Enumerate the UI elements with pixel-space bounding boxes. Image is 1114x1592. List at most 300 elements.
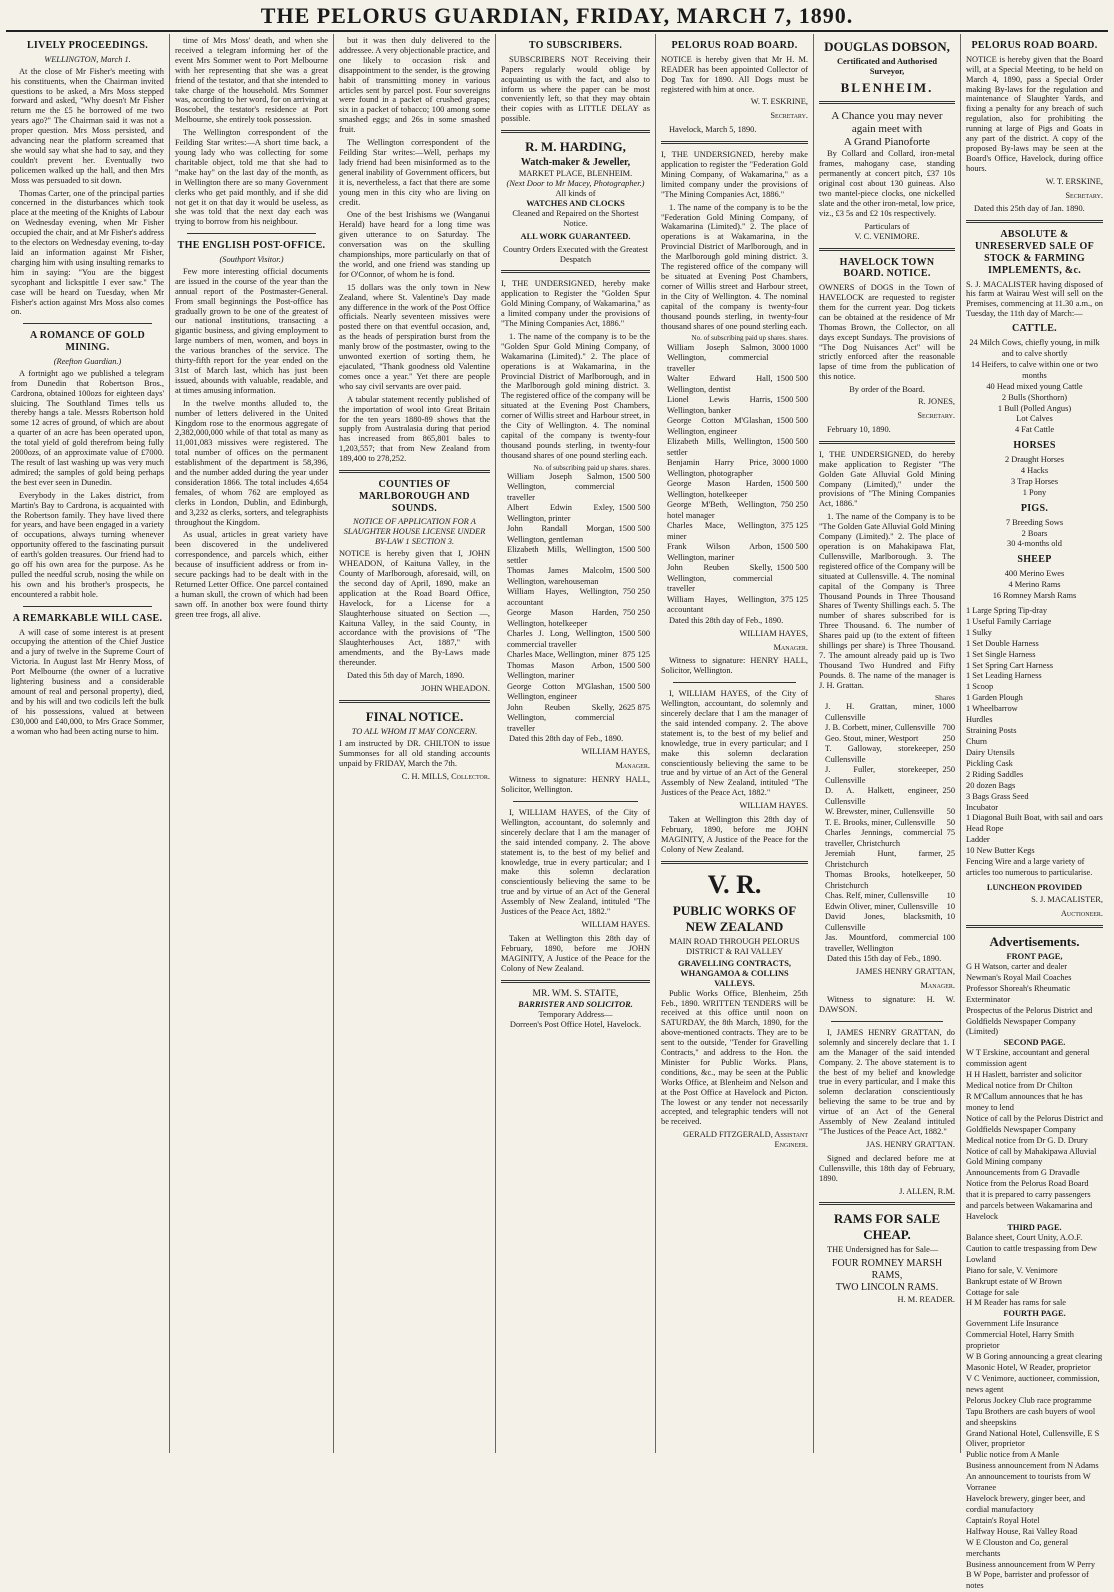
shareholder-shares: 50 bbox=[946, 807, 955, 817]
sale-item: 24 Milch Cows, chiefly young, in milk and to calve shortly bbox=[969, 338, 1100, 358]
shareholder-row bbox=[661, 343, 808, 375]
shareholder-shares: 1500 500 bbox=[776, 542, 808, 552]
sale-item: Hurdles bbox=[966, 715, 993, 725]
notice-paragraph: SUBSCRIBERS NOT Receiving their Papers regularly would oblige by acquainting us with the fact, and also to inform us where the paper can be most conveniently left, so that they may obtain their copies with as LITTLE DELAY as possible. bbox=[501, 54, 650, 124]
notice-heading-final: FINAL NOTICE. bbox=[365, 708, 464, 724]
ad-harding-trade: Watch-maker & Jeweller, bbox=[520, 157, 631, 169]
sale-item: 2 Draught Horses bbox=[1004, 455, 1065, 465]
article-paragraph: The Wellington correspondent of the Feilding Star writes:—A short time back, a young lady who was collecting for some charitable object, told me that she had to "make hay" on the last day of the month, as in Wellington there are so many Government clerks who get paid monthly, and if she did not get it on that day it would be useless, as she was told that the next day each was trying to borrow from his neighbour. bbox=[175, 128, 328, 227]
ad-staite-address: Dorreen's Post Office Hotel, Havelock. bbox=[509, 1019, 642, 1029]
ads-index-item: Notice of call by the Pelorus District and Goldfields Newspaper Company bbox=[966, 1113, 1103, 1134]
notice-signature: GERALD FITZGERALD, Assistant Engineer. bbox=[683, 1130, 808, 1150]
declaration-paragraph: I, JAMES HENRY GRATTAN, do solemnly and sincerely declare that 1. I am the Manager of the said intended Company. 2. The above statement is to the best of my belief and knowledge true in every particular, and I make this solemn declaration conscientiously believing the same to be true and by virtue of an Act of the General Assembly of New Zealand intituled "The Justices of the Peace Act, 1882." bbox=[819, 1027, 955, 1136]
shareholder-row bbox=[501, 566, 650, 587]
ads-index-third-list bbox=[966, 1233, 1103, 1309]
shareholder-shares: 1500 500 bbox=[776, 563, 808, 573]
article-paragraph: One of the best Irishisms we (Wanganui Herald) have heard for a long time was given utterance to on Saturday. The conversation was on the skulling championships, more particularly on that of the world, and one friend was standing up for O'Connor, of whom he is fond. bbox=[339, 210, 490, 279]
notice-subheading: GRAVELLING CONTRACTS, bbox=[678, 958, 791, 968]
shareholder-row bbox=[501, 472, 650, 504]
shareholder-name: George Mason Harden, Wellington, hotelkeeper bbox=[667, 479, 773, 499]
shareholder-name: Benjamin Harry Price, Wellington, photographer bbox=[667, 458, 769, 478]
shareholder-name: Thomas Mason Arbon, Wellington, mariner bbox=[507, 660, 615, 681]
shareholder-shares: 25 bbox=[946, 849, 955, 859]
ads-index-item: W E Clouston and Co, general merchants bbox=[966, 1537, 1069, 1558]
ads-index-front-list bbox=[966, 962, 1103, 1038]
ad-piano-line1: A Chance you may never again meet with bbox=[831, 110, 943, 136]
shareholder-name: Jas. Mountford, commercial traveller, Wellington bbox=[825, 933, 939, 953]
article-paragraph: Few more interesting official documents are issued in the course of the year than the annual report of the Postmaster-General. From small beginnings the Post-office has gradually grown to be one of the greatest of our national institutions, transacting a gigantic business, and giving employment to large numbers of men, women, and boys in the various branches of the service. The thirty-fifth report for the year ended on the 31st of March last, which has just been issued, abounds with valuable, readable, and at times amusing information. bbox=[175, 266, 328, 395]
ads-index-item: Commercial Hotel, Harry Smith proprietor bbox=[966, 1330, 1074, 1351]
divider bbox=[819, 248, 955, 251]
shares-header: Shares bbox=[935, 692, 955, 702]
ad-piano-signature: V. C. VENIMORE. bbox=[854, 231, 920, 241]
witness: Witness to signature: HENRY HALL, Solicitor, Wellington. bbox=[661, 656, 808, 676]
shareholder-shares: 750 250 bbox=[622, 587, 650, 597]
shareholder-shares: 375 125 bbox=[780, 521, 808, 531]
ads-index-item: B W Pope, barrister and professor of notes bbox=[966, 1570, 1089, 1591]
shareholder-row bbox=[819, 933, 955, 954]
shareholder-row bbox=[819, 849, 955, 870]
sale-item: 7 Breeding Sows bbox=[1005, 517, 1064, 527]
sale-item: 40 Head mixed young Cattle bbox=[986, 381, 1083, 391]
article-source: (Southport Visitor.) bbox=[219, 255, 284, 265]
notice-date: Dated this 25th day of Jan. 1890. bbox=[974, 204, 1085, 214]
shareholder-row bbox=[661, 500, 808, 521]
masthead: THE PELORUS GUARDIAN, FRIDAY, MARCH 7, 1890. bbox=[6, 2, 1108, 32]
sale-item: 4 Fat Cattle bbox=[1014, 425, 1055, 435]
ad-harding-watches: WATCHES AND CLOCKS bbox=[526, 198, 625, 208]
shareholder-row bbox=[819, 765, 955, 786]
divider bbox=[501, 130, 650, 133]
shareholder-shares: 1500 500 bbox=[618, 471, 650, 481]
ads-index-item: An announcement to tourists from W Vorranee bbox=[966, 1472, 1091, 1493]
shareholder-name: D. A. Halkett, engineer, Cullensville bbox=[825, 786, 939, 806]
shareholder-row bbox=[819, 734, 955, 745]
divider bbox=[23, 606, 152, 607]
sale-item: 1 Wheelbarrow bbox=[966, 704, 1018, 714]
ad-rams-item: FOUR ROMNEY MARSH RAMS, bbox=[831, 1258, 943, 1281]
shares-list bbox=[819, 702, 955, 954]
shares-header: No. of subscribing paid up shares. shares. bbox=[691, 334, 808, 343]
ads-index-second-list bbox=[966, 1048, 1103, 1223]
sale-item: 14 Heifers, to calve within one or two months bbox=[971, 359, 1098, 380]
shareholder-shares: 10 bbox=[946, 891, 955, 901]
notice-heading-pelorus-road-board: PELORUS ROAD BOARD. bbox=[671, 40, 798, 51]
divider bbox=[673, 682, 796, 683]
sale-item: 4 Merino Rams bbox=[1008, 580, 1061, 590]
notice-paragraph: 1. The name of the company is to be the "Golden Spur Gold Mining Company, of Wakamarina (Limited)." 2. The place of operations is at Wakamarina, in the Provincial District of Marlborough, and in the Marlborough gold mining district. 3. The registered office of the company will be situated at the Evening Post Chambers, corner of Willis street and Harbour street, in the City of Wellington. 4. The nominal capital of the company is twenty-four thousand pounds sterling, in twenty-four thousand shares of one pound sterling each. bbox=[501, 331, 650, 460]
divider bbox=[501, 980, 650, 983]
shareholder-shares: 1500 500 bbox=[776, 374, 808, 384]
shareholder-row bbox=[819, 786, 955, 807]
divider bbox=[187, 233, 316, 234]
shareholder-shares: 1500 500 bbox=[776, 416, 808, 426]
ads-index-item: Tapu Brothers are cash buyers of wool and sheepskins bbox=[966, 1406, 1096, 1427]
shareholder-name: John Randall Morgan, Wellington, gentleman bbox=[507, 524, 615, 544]
article-paragraph: The Wellington correspondent of the Feilding Star writes:—Well, perhaps my lady friend had been misinformed as to the general inability of Government officers, but it is, nevertheless, a fact that there are some young men in this city who are living on credit. bbox=[339, 138, 490, 207]
shareholder-shares: 1500 500 bbox=[618, 660, 650, 670]
notice-date: Dated this 5th day of March, 1890. bbox=[347, 671, 465, 681]
notice-signature-role: Secretary. bbox=[770, 111, 808, 121]
shareholder-row bbox=[819, 902, 955, 913]
shareholder-row bbox=[501, 661, 650, 682]
ad-staite-trade: BARRISTER AND SOLICITOR. bbox=[518, 999, 633, 1009]
shareholder-shares: 1500 500 bbox=[776, 395, 808, 405]
ads-index-item: Business announcement from N Adams bbox=[966, 1461, 1099, 1471]
ads-index-front-heading: FRONT PAGE, bbox=[1006, 952, 1063, 961]
ads-index-item: Medical notice from Dr G. D. Drury bbox=[966, 1135, 1088, 1145]
notice-paragraph: 1. The name of the company is to be the "Federation Gold Mining Company, of Wakamarina (Limited)." 2. The place of operations is at Wakamarina, in the Provincial District of Marlborough, and in the Marlborough gold mining district. 3. The registered office of the company will be situated at Evening Post Chambers, corner of Willis street and Harbour street, in the City of Wellington. 4. The nominal capital of the company is twenty-four thousand pounds sterling, in twenty-four thousand shares of one pound sterling each. bbox=[661, 202, 808, 331]
sale-item: Incubator bbox=[966, 802, 999, 812]
shareholder-row bbox=[661, 521, 808, 542]
shareholder-shares: 3000 1000 bbox=[772, 342, 808, 352]
article-paragraph: In the twelve months alluded to, the number of letters delivered in the United Kingdom rose to the enormous aggregate of 2,382,000,000 while of that total as many as 11,001,083 missives were registered. The total number of offices on the permanent establishment of the department is 58,396, and the number added during the year under consideration 1866. The total includes 4,654 females, of whom 762 are employed as clerks in London, Dublin, and Edinburgh, and 3,232 as clerks, sorters, and telegraphists throughout the Kingdom. bbox=[175, 398, 328, 527]
notice-subheading: TO ALL WHOM IT MAY CONCERN. bbox=[351, 727, 478, 737]
shareholder-name: Thomas James Malcolm, Wellington, warehouseman bbox=[507, 566, 615, 586]
shareholder-row bbox=[819, 912, 955, 933]
sale-item: 10 New Butter Kegs bbox=[966, 846, 1035, 856]
divider bbox=[966, 925, 1103, 928]
shareholder-row bbox=[661, 479, 808, 500]
shareholder-shares: 75 bbox=[946, 828, 955, 838]
shareholder-name: J. H. Grattan, miner, Cullensville bbox=[825, 702, 935, 722]
declaration-paragraph: Taken at Wellington this 28th day of February, 1890, before me JOHN MAGINITY, A Justice of the Peace for the Colony of New Zealand. bbox=[501, 933, 650, 973]
notice-heading-havelock-town-board: HAVELOCK TOWN BOARD. NOTICE. bbox=[839, 256, 935, 280]
shareholder-shares: 2625 875 bbox=[618, 702, 650, 712]
ad-harding-guarantee: ALL WORK GUARANTEED. bbox=[520, 231, 631, 241]
shareholder-shares: 10 bbox=[946, 912, 955, 922]
shareholder-name: Jeremiah Hunt, farmer, Christchurch bbox=[825, 849, 943, 869]
ads-index-item: Notice from the Pelorus Road Board that it is prepared to carry passengers and parcels between Wakamarina and Havelock bbox=[966, 1179, 1093, 1222]
ad-sale-sheep-list bbox=[966, 569, 1103, 602]
notice-paragraph: I, THE UNDERSIGNED, do hereby make application to Register "The Golden Gate Alluvial Gold Mining Company (Limited)," under the provisions of "The Mining Companies Act, 1886." bbox=[819, 449, 955, 509]
shareholder-shares: 50 bbox=[946, 870, 955, 880]
shareholder-row bbox=[661, 416, 808, 437]
column-7 bbox=[961, 34, 1108, 1591]
ads-index-third-heading: THIRD PAGE. bbox=[1007, 1223, 1062, 1233]
ad-staite-temp: Temporary Address— bbox=[538, 1009, 613, 1019]
article-paragraph: A will case of some interest is at present occupying the attention of the Chief Justice and a jury of twelve in the Supreme Court of Victoria. In August last Mr Henry Moss, of Port Melbourne (the owner of a lucrative lightering business and a considerable amount of real and personal property), died, and by his will and two codicils left the bulk of his possessions, valued at between £30,000 and £40,000, to Mrs Grace Sommer, a woman who had been acting nurse to him. bbox=[11, 627, 164, 736]
article-paragraph: At the close of Mr Fisher's meeting with his constituents, when the Chairman invited questions to be asked, a Mrs Moss stepped forward and asked, "Why doesn't Mr Fisher return me the £5 he borrowed of me two years ago?" The Chairman said it was not a proper question. Mrs Moss persisted, and advancing near the platform screamed that she would say what she had to say, and they couldn't prevent her. Eventually two policemen walked up the hall, and then Mrs Moss was persuaded to sit down. bbox=[11, 66, 164, 185]
ad-harding-name: R. M. HARDING, bbox=[525, 139, 626, 155]
ads-index-item: R M'Callum announces that he has money to lend bbox=[966, 1091, 1083, 1112]
shareholder-shares: 1500 500 bbox=[776, 479, 808, 489]
ad-harding-clean: Cleaned and Repaired on the Shortest Notice. bbox=[512, 208, 639, 228]
shareholder-row bbox=[661, 563, 808, 595]
ads-index-item: W T Erskine, accountant and general commission agent bbox=[966, 1048, 1090, 1069]
shareholder-row bbox=[819, 891, 955, 902]
ad-sale-paragraph: S. J. MACALISTER having disposed of his farm at Wairau West will sell on the Premises, commencing at 11.30 a.m., on Tuesday, the 11th day of March:— bbox=[966, 279, 1103, 319]
notice-paragraph: I, THE UNDERSIGNED, hereby make application to register the "Federation Gold Mining Company, of Wakamarina," as a limited company under the provisions of "The Mining Companies Act, 1886." bbox=[661, 150, 808, 199]
column-6 bbox=[814, 34, 961, 1453]
shareholder-name: George M'Beth, Wellington, hotel manager bbox=[667, 500, 777, 520]
ads-index-item: Announcements from G Dravadle bbox=[966, 1168, 1080, 1178]
ads-index-heading: Advertisements. bbox=[989, 933, 1080, 949]
ad-sale-pigs-heading: PIGS. bbox=[1020, 502, 1049, 514]
notice-signature: WILLIAM HAYES. bbox=[739, 801, 808, 811]
ads-index-item: H H Haslett, barrister and solicitor bbox=[966, 1070, 1082, 1080]
declaration-paragraph: I, WILLIAM HAYES, of the City of Wellington, accountant, do solemnly and sincerely declare that I am the manager of the said intended company. 2. The above statement is, to the best of my belief and knowledge, true in every particular; and I make this solemn declaration conscientiously believing the same to be true and by virtue of an Act of the General Assembly of New Zealand, intituled "The Justices of the Peace Act, 1882." bbox=[661, 689, 808, 798]
shareholder-row bbox=[501, 545, 650, 566]
sale-item: Lot Calves bbox=[1016, 414, 1053, 424]
ads-index-fourth-heading: FOURTH PAGE. bbox=[1003, 1309, 1066, 1319]
shareholder-row bbox=[661, 395, 808, 416]
divider bbox=[661, 141, 808, 144]
ads-index-item: Prospectus of the Pelorus District and Goldfields Newspaper Company (Limited) bbox=[966, 1005, 1093, 1037]
ads-index-item: Business announcement from W Perry bbox=[966, 1559, 1096, 1569]
ad-sale-signature-role: Auctioneer. bbox=[1060, 908, 1103, 918]
ad-harding-next-door: (Next Door to Mr Macey, Photographer.) bbox=[506, 179, 645, 189]
ad-sale-implements-list bbox=[966, 606, 1103, 879]
shareholder-shares: 10 bbox=[946, 901, 955, 911]
notice-signature: JAMES HENRY GRATTAN, bbox=[855, 967, 955, 977]
notice-signature: R. JONES, bbox=[918, 397, 955, 407]
shareholder-name: Charles Mace, Wellington, miner bbox=[667, 521, 777, 541]
shareholder-shares: 700 bbox=[942, 723, 955, 733]
ad-sale-heading: ABSOLUTE & UNRESERVED SALE OF STOCK & FARMING IMPLEMENTS, &c. bbox=[975, 229, 1094, 276]
ads-index-item: Medical notice from Dr Chilton bbox=[966, 1081, 1073, 1091]
shareholder-shares: 1000 bbox=[938, 702, 955, 712]
shareholder-name: Thomas Brooks, hotelkeeper, Christchurch bbox=[825, 870, 943, 890]
shareholder-row bbox=[819, 807, 955, 818]
sale-item: 1 Large Spring Tip-dray bbox=[966, 605, 1048, 615]
notice-order: By order of the Board. bbox=[849, 385, 925, 395]
ads-index-item: Halfway House, Rai Valley Road bbox=[966, 1526, 1078, 1536]
shareholder-name: David Jones, blacksmith, Cullensville bbox=[825, 912, 943, 932]
sale-item: Straining Posts bbox=[966, 726, 1017, 736]
sale-item: 1 Garden Plough bbox=[966, 693, 1023, 703]
notice-date: February 10, 1890. bbox=[827, 424, 891, 434]
sale-item: 1 Useful Family Carriage bbox=[966, 616, 1052, 626]
ads-index-item: Government Life Insurance bbox=[966, 1319, 1059, 1329]
article-paragraph: As usual, articles in great variety have been discovered in the undelivered correspondence, and parcels which, either because of insufficient address or from in-secure packings had to be dealt with in the Returned Letter Office. One parcel contained a human skull, the crown of which had been sawn off. In another box were found thirty green tree frogs, all alive. bbox=[175, 530, 328, 619]
column-4 bbox=[496, 34, 656, 1453]
ads-index-item: Public notice from A Manle bbox=[966, 1450, 1060, 1460]
article-heading-will-case: A REMARKABLE WILL CASE. bbox=[12, 612, 163, 624]
sale-item: 1 Diagonal Built Boat, with sail and oars bbox=[966, 813, 1103, 823]
ad-dobson-town: BLENHEIM. bbox=[840, 80, 934, 96]
notice-heading-counties: COUNTIES OF MARLBOROUGH AND SOUNDS. bbox=[359, 479, 470, 514]
shareholder-row bbox=[501, 703, 650, 735]
declaration-paragraph: Taken at Wellington this 28th day of February, 1890, before me JOHN MAGINITY, A Justice of the Peace for the Colony of New Zealand. bbox=[661, 815, 808, 854]
ad-rams-signature: H. M. READER. bbox=[897, 1295, 955, 1305]
notice-paragraph: NOTICE is hereby given that I, JOHN WHEADON, of Kaituna Valley, in the County of Marlborough, aforesaid, will, on the second day of April, 1890, make an application at the Road Board Office, Havelock, for a License for a Slaughterhouse situated on Section —, Kaituna Valley, in the said County, in accordance with the provisions of "The Slaughterhouses Act, 1887," with amendments, and the By-Laws made thereunder. bbox=[339, 549, 490, 668]
shareholder-shares: 1500 500 bbox=[618, 503, 650, 513]
witness: Witness to signature: H. W. DAWSON. bbox=[819, 995, 955, 1015]
declaration-paragraph: I, WILLIAM HAYES, of the City of Wellington, accountant, do solemnly and sincerely declare that I am the manager of the said intended company. 2. The above statement is, to the best of my belief and knowledge, true in every particular; and I make this solemn declaration conscientiously believing the same to be true and by virtue of an Act of the General Assembly of New Zealand, intituled "The Justices of the Peace Act, 1882." bbox=[501, 808, 650, 917]
notice-date: Dated this 28th day of Feb., 1890. bbox=[669, 615, 784, 625]
shareholder-name: William Hayes, Wellington, accountant bbox=[507, 587, 619, 607]
shareholder-name: J. Fuller, storekeeper, Cullensville bbox=[825, 765, 939, 785]
ads-index-second-heading: SECOND PAGE. bbox=[1003, 1038, 1066, 1048]
sale-item: Churn bbox=[966, 736, 987, 746]
notice-subheading: NOTICE OF APPLICATION FOR A SLAUGHTER HOUSE LICENSE UNDER BY-LAW 1 SECTION 3. bbox=[343, 517, 486, 547]
divider bbox=[831, 1021, 943, 1022]
shareholder-shares: 1500 500 bbox=[618, 524, 650, 534]
ads-index-item: Notice of call by Mahakipawa Alluvial Gold Mining company bbox=[966, 1146, 1097, 1167]
shareholder-name: Charles Mace, Wellington, miner bbox=[507, 650, 619, 660]
column-1 bbox=[6, 34, 170, 1453]
ad-piano-particulars: Particulars of bbox=[864, 221, 910, 231]
ads-index-item: W B Goring announcing a great clearing bbox=[966, 1352, 1103, 1362]
ad-harding-address: MARKET PLACE, BLENHEIM. bbox=[518, 169, 633, 179]
divider bbox=[819, 1202, 955, 1205]
notice-date: Havelock, March 5, 1890. bbox=[669, 125, 757, 135]
notice-paragraph: 1. The name of the Company is to be "The Golden Gate Alluvial Gold Mining Company (Limited)." 2. The place of operation is on Mahakipawa Flat, Cullensville, Marlborough. 3. The registered office of the Company will be situated at Cullensville. 4. The nominal capital of the Company is Three Thousand Pounds in Three Thousand Shares of Twenty Shillings each. 5. The number of shares subscribed for is Three Thousand. 6. The number of Shares paid up (to the extent of fifteen shillings per share) is Three Thousand. 7. The amount already paid up is Two Thousand Two Hundred and Fifty Pounds. 8. The name of the manager is J. H. Grattan. bbox=[819, 512, 955, 690]
sale-item: 1 Pony bbox=[1022, 487, 1047, 497]
shareholder-row bbox=[819, 744, 955, 765]
ad-staite-name: MR. WM. S. STAITE, bbox=[532, 988, 619, 999]
shares-list bbox=[661, 343, 808, 616]
shareholder-name: George Mason Harden, Wellington, hotelkeeper bbox=[507, 608, 619, 628]
ad-harding-country: Country Orders Executed with the Greatest Despatch bbox=[503, 244, 648, 264]
article-paragraph: A tabular statement recently published of the importation of wool into Great Britain for the ten years 1880-89 shows that the supply from Australasia during that period has increased from 865,801 bales to 1,203,557; that from New Zealand from 189,400 to 278,252. bbox=[339, 394, 490, 464]
sale-item: 16 Romney Marsh Rams bbox=[992, 590, 1077, 600]
shareholder-name: William Hayes, Wellington, accountant bbox=[667, 594, 777, 615]
ads-index-fourth-list bbox=[966, 1319, 1103, 1592]
sale-item: 3 Trap Horses bbox=[1011, 476, 1058, 486]
ad-dobson-title: Certificated and Authorised Surveyor, bbox=[836, 57, 938, 77]
ads-index-item: Piano for sale, V. Venimore bbox=[966, 1265, 1058, 1275]
shareholder-row bbox=[819, 870, 955, 891]
notice-heading-subscribers: TO SUBSCRIBERS. bbox=[528, 40, 623, 51]
notice-signature-role: Secretary. bbox=[1065, 190, 1103, 200]
article-paragraph: Thomas Carter, one of the principal parties concerned in the disturbances which took place at the meeting of the Knights of Labour on Wednesday evening, when Mr Fisher occupied the chair, and at Mr Fisher's address to the electors on Wednesday evening, to-day laid an information against Mr Fisher, charging him with using insulting remarks to him in saying: "You are the biggest sycophant and lickspittle I ever saw." The case will be heard on Tuesday, when Mr Fisher's action against Mrs Moss also comes on. bbox=[11, 188, 164, 317]
ads-index-item: Cottage for sale bbox=[966, 1287, 1020, 1297]
ads-index-item: G H Watson, carter and dealer bbox=[966, 961, 1068, 971]
ad-sale-luncheon: LUNCHEON PROVIDED bbox=[986, 882, 1083, 892]
vr-heading: V. R. bbox=[707, 869, 762, 899]
column-2 bbox=[170, 34, 334, 1453]
ads-index-item: Bankrupt estate of W Brown bbox=[966, 1276, 1062, 1286]
notice-subheading: WHANGAMOA & COLLINS VALLEYS. bbox=[680, 968, 789, 988]
notice-signature: JOHN WHEADON. bbox=[421, 683, 490, 693]
notice-subheading: MAIN ROAD THROUGH PELORUS DISTRICT & RAI VALLEY bbox=[669, 937, 800, 956]
shareholder-row bbox=[501, 650, 650, 661]
ad-rams-item: TWO LINCOLN RAMS. bbox=[835, 1281, 939, 1293]
ads-index-item: Pelorus Jockey Club race programme bbox=[966, 1395, 1092, 1405]
shareholder-row bbox=[819, 818, 955, 829]
shareholder-name: Chas. Relf, miner, Cullensville bbox=[825, 891, 929, 901]
witness: Witness to signature: HENRY HALL, Solicitor, Wellington. bbox=[501, 775, 650, 795]
article-heading-gold-mining: A ROMANCE OF GOLD MINING. bbox=[29, 330, 145, 354]
ad-sale-horses-heading: HORSES bbox=[1013, 440, 1056, 452]
shareholder-name: Lionel Lewis Harris, Wellington, banker bbox=[667, 395, 773, 415]
shareholder-row bbox=[501, 503, 650, 524]
shareholder-name: William Joseph Salmon, Wellington, commercial traveller bbox=[667, 342, 769, 373]
article-source: (Reefton Guardian.) bbox=[53, 356, 122, 366]
notice-paragraph: OWNERS of DOGS in the Town of HAVELOCK are requested to register them for the current year. Dog tickets can be obtained at the residence of Mr Thomas Brown, the Collector, on all days except Sundays. The provisions of "The Dog Nuisances Act" will be strictly enforced after the reasonable lapse of time from the publication of this notice. bbox=[819, 283, 955, 382]
ad-sale-horses-list bbox=[966, 455, 1103, 499]
notice-signature: W. T. ESKRINE, bbox=[750, 97, 808, 107]
sale-item: 3 Bags Grass Seed bbox=[966, 791, 1029, 801]
shareholder-shares: 250 bbox=[942, 733, 955, 743]
shareholder-name: George Cotton M'Glashan, Wellington, engineer bbox=[507, 681, 615, 702]
ad-dobson-name: DOUGLAS DOBSON, bbox=[824, 39, 950, 54]
ads-index-item: Newman's Royal Mail Coaches bbox=[966, 972, 1072, 982]
shareholder-shares: 875 125 bbox=[622, 650, 650, 660]
ad-sale-pigs-list bbox=[966, 518, 1103, 551]
sale-item: Ladder bbox=[966, 835, 990, 845]
shares-header: No. of subscribing paid up shares. shares. bbox=[533, 463, 650, 472]
sale-item: 400 Merino Ewes bbox=[1004, 569, 1065, 579]
shareholder-row bbox=[501, 524, 650, 545]
sale-item: Pickling Cask bbox=[966, 758, 1013, 768]
shareholder-shares: 1500 500 bbox=[618, 629, 650, 639]
divider bbox=[819, 441, 955, 444]
divider bbox=[339, 470, 490, 473]
notice-heading-public-works: PUBLIC WORKS OF NEW ZEALAND bbox=[672, 903, 797, 934]
shareholder-name: Elizabeth Mills, Wellington, settler bbox=[667, 437, 773, 457]
sale-item: 4 Hacks bbox=[1020, 466, 1049, 476]
sale-item: 1 Scoop bbox=[966, 682, 994, 692]
article-heading-post-office: THE ENGLISH POST-OFFICE. bbox=[177, 240, 326, 252]
sale-item: Dairy Utensils bbox=[966, 747, 1015, 757]
ad-piano-line2: A Grand Pianoforte bbox=[843, 136, 931, 149]
ads-index-item: Havelock brewery, ginger beer, and cordial manufactory bbox=[966, 1494, 1086, 1514]
column-3 bbox=[334, 34, 496, 1453]
sale-item: 1 Set Double Harness bbox=[966, 638, 1039, 648]
notice-signature: C. H. MILLS, Collector. bbox=[401, 771, 490, 781]
shareholder-shares: 1500 500 bbox=[618, 681, 650, 691]
sale-item: Fencing Wire and a large variety of articles too numerous to particularise. bbox=[966, 857, 1093, 878]
ads-index-item: Professor Shoreah's Rheumatic Exterminator bbox=[966, 983, 1071, 1004]
shares-list bbox=[501, 472, 650, 735]
ads-index-item: Balance sheet, Court Unity, A.O.F. bbox=[966, 1232, 1083, 1242]
notice-signature-role: Secretary. bbox=[917, 411, 955, 420]
divider bbox=[661, 861, 808, 864]
shareholder-name: J. B. Corbett, miner, Cullensville bbox=[825, 723, 936, 733]
sale-item: 30 4-months old bbox=[1007, 539, 1062, 549]
column-5 bbox=[656, 34, 814, 1453]
shareholder-row bbox=[819, 828, 955, 849]
columns bbox=[6, 34, 1108, 1591]
notice-signature: WILLIAM HAYES, bbox=[739, 628, 808, 638]
shareholder-name: George Cotton M'Glashan, Wellington, engineer bbox=[667, 416, 773, 436]
shareholder-row bbox=[501, 587, 650, 608]
divider bbox=[23, 323, 152, 324]
notice-paragraph: I, THE UNDERSIGNED, hereby make application to Register the "Golden Spur Gold Mining Company, of Wakamarina," as a limited company under the provisions of "The Mining Companies Act, 1886." bbox=[501, 279, 650, 329]
notice-signature: WILLIAM HAYES. bbox=[581, 919, 650, 929]
ad-piano-paragraph: By Collard and Collard, iron-metal frames, mahogany case, standing permanently at concert pitch, £37 10s original cost about 130 guineas. Also two mantel-piece clocks, one nickelled slate and the other iron-metal, low price, viz., £3 5s and £2 10s respectively. bbox=[819, 149, 955, 218]
shareholder-name: William Joseph Salmon, Wellington, commercial traveller bbox=[507, 471, 615, 502]
shareholder-name: Albert Edwin Exley, Wellington, printer bbox=[507, 503, 615, 523]
sale-item: 1 Set Leading Harness bbox=[966, 671, 1042, 681]
shareholder-row bbox=[661, 437, 808, 458]
sale-item: 20 dozen Bags bbox=[966, 780, 1016, 790]
shareholder-name: Frank Wilson Arbon, Wellington, mariner bbox=[667, 542, 773, 562]
shareholder-row bbox=[501, 608, 650, 629]
ads-index-item: H M Reader has rams for sale bbox=[966, 1298, 1067, 1308]
notice-paragraph: Public Works Office, Blenheim, 25th Feb., 1890. WRITTEN TENDERS will be received at this office until noon on SATURDAY, the 8th March, 1890, for the above-mentioned contracts. They are to be sent to the outside, "Tender for Gravelling Contracts," and address to the Hon. the Minister for Public Works. Plans, conditions, &c., may be seen at the Public Works Office, at Blenheim and Nelson and at the Post Office at Havelock and Picton. The lowest or any tender not necessarily accepted, and telegraphic tenders will not be received. bbox=[661, 988, 808, 1127]
sale-item: 2 Bulls (Shorthorn) bbox=[1001, 392, 1068, 402]
notice-signature: WILLIAM HAYES, bbox=[581, 747, 650, 757]
notice-paragraph: NOTICE is hereby given that the Board will, at a Special Meeting, to be held on March 4, 1890, pass a Special Order making By-laws for the regulation and maintenance of Slaughter Yards, and fixing a penalty for any breach of such regulation, also for prohibiting the running at large of Pigs and Goats in any part of the district. A copy of the proposed By-laws may be seen at the Board's Office, Havelock, during office hours. bbox=[966, 54, 1103, 173]
shareholder-shares: 1500 500 bbox=[618, 545, 650, 555]
ad-harding-kinds: All kinds of bbox=[555, 189, 596, 199]
shareholder-shares: 250 bbox=[942, 765, 955, 775]
shareholder-row bbox=[661, 458, 808, 479]
notice-signature-role: Manager. bbox=[615, 761, 650, 771]
ad-rams-paragraph: THE Undersigned has for Sale— bbox=[827, 1245, 939, 1255]
ads-index-item: Grand National Hotel, Cullensville, E S Oliver, proprietor bbox=[966, 1428, 1100, 1449]
notice-date: Dated this 15th day of Feb., 1890. bbox=[827, 954, 942, 964]
shareholder-shares: 100 bbox=[942, 933, 955, 943]
ads-index-item: V C Venimore, auctioneer, commission, news agent bbox=[966, 1373, 1100, 1394]
divider bbox=[966, 220, 1103, 223]
dateline: WELLINGTON, March 1. bbox=[44, 54, 131, 64]
shareholder-shares: 250 bbox=[942, 744, 955, 754]
